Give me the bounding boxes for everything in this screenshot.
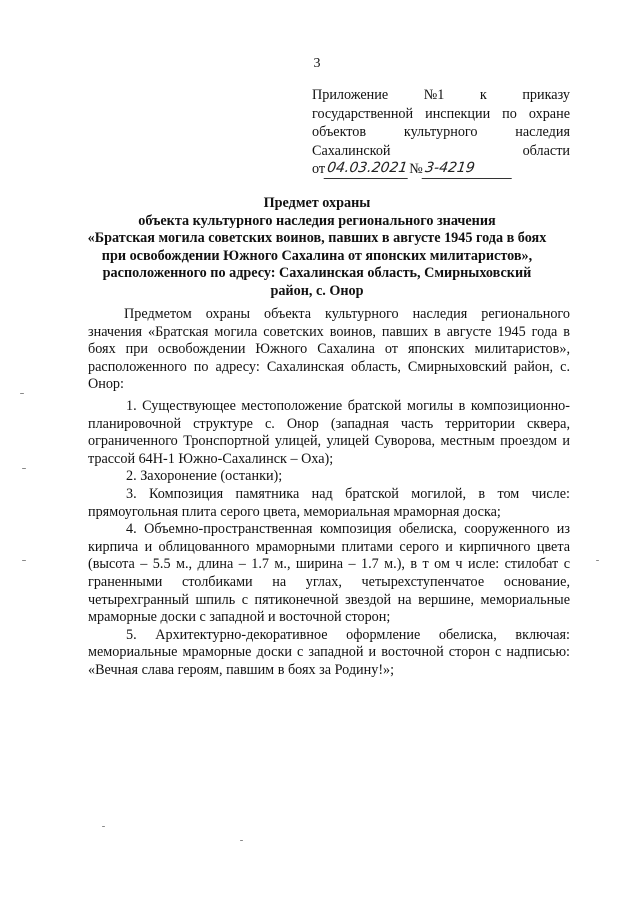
list-item: 2. Захоронение (останки); <box>126 468 283 485</box>
title-line: объекта культурного наследия регионального значения <box>138 212 496 229</box>
handwritten-order-number: 3-4219 <box>422 160 515 179</box>
appendix-word: Приложение <box>312 87 389 103</box>
appendix-word: области <box>522 142 570 159</box>
appendix-line-2 <box>312 105 570 124</box>
scan-speck <box>22 468 26 469</box>
title-line: при освобождении Южного Сахалина от японских милитаристов», <box>101 247 533 264</box>
list-item: 5. Архитектурно-декоративное оформление обелиска, включая: мемориальные мраморные доски с западной и восточной сторон с надписью: «Вечная слава героям, павшим в боях за Родину!»; <box>88 626 570 678</box>
appendix-header <box>312 86 570 179</box>
handwritten-date: 04.03.2021 <box>324 160 411 179</box>
page-number: 3 <box>313 56 321 71</box>
appendix-word: Сахалинской <box>312 142 391 159</box>
title-line: район, с. Онор <box>270 282 364 299</box>
title-line: Предмет охраны <box>263 195 371 211</box>
intro-paragraph: Предметом охраны объекта культурного наследия регионального значения «Братская могила советских воинов, павших в августе 1945 года в боях при освобождении Южного Сахалина от японских милитаристов», расположенного по адресу: Сахалинская область, Смирныховский район, с. Онор: <box>88 306 570 393</box>
appendix-number-sign: № <box>409 161 423 178</box>
scan-speck <box>102 826 105 827</box>
scan-speck <box>240 840 243 841</box>
appendix-word: к <box>479 87 487 103</box>
list-item: 4. Объемно-пространственная композиция обелиска, сооруженного из кирпича и облицованного мраморными плитами серого и кирпичного цвета (высота – 5.5 м., длина – 1.7 м., ширина – 1.7 м.), в т ом ч исле: стилобат с граненными столбиками на углах, четырехступенчатое основание, четырехгранный шпиль с пятиконечной звездой на вершине, мемориальные мраморные доски с западной и восточной сторон; <box>88 521 570 626</box>
appendix-word: наследия <box>515 124 570 141</box>
appendix-line-1 <box>312 86 570 105</box>
appendix-text: государственной инспекции по охране <box>312 105 570 122</box>
appendix-line-3 <box>312 123 570 142</box>
title-line: расположенного по адресу: Сахалинская область, Смирныховский <box>102 265 532 282</box>
document-title <box>70 195 564 301</box>
appendix-word: приказу <box>522 87 570 103</box>
appendix-line-4 <box>312 142 570 161</box>
appendix-line-5 <box>312 160 570 179</box>
list-item: 1. Существующее местоположение братской могилы в композиционно-планировочной структуре с. Онор (западная часть территории сквера, ограниченного Тронспортной улицей, улицей Суворова, местным проездом и трассой 64Н-1 Южно-Сахалинск – Оха); <box>88 397 570 467</box>
document-body <box>88 306 570 679</box>
scan-speck <box>22 560 26 561</box>
appendix-number: №1 <box>423 87 445 103</box>
title-line: «Братская могила советских воинов, павших в августе 1945 года в боях <box>87 230 547 247</box>
appendix-word: объектов <box>312 124 367 141</box>
scan-speck <box>20 393 24 394</box>
scan-speck <box>596 560 599 561</box>
appendix-date-prefix: от <box>312 161 326 178</box>
appendix-word: культурного <box>403 124 478 141</box>
list-item: 3. Композиция памятника над братской могилой, в том числе: прямоугольная плита серого цвета, мемориальная мраморная доска; <box>88 485 570 520</box>
